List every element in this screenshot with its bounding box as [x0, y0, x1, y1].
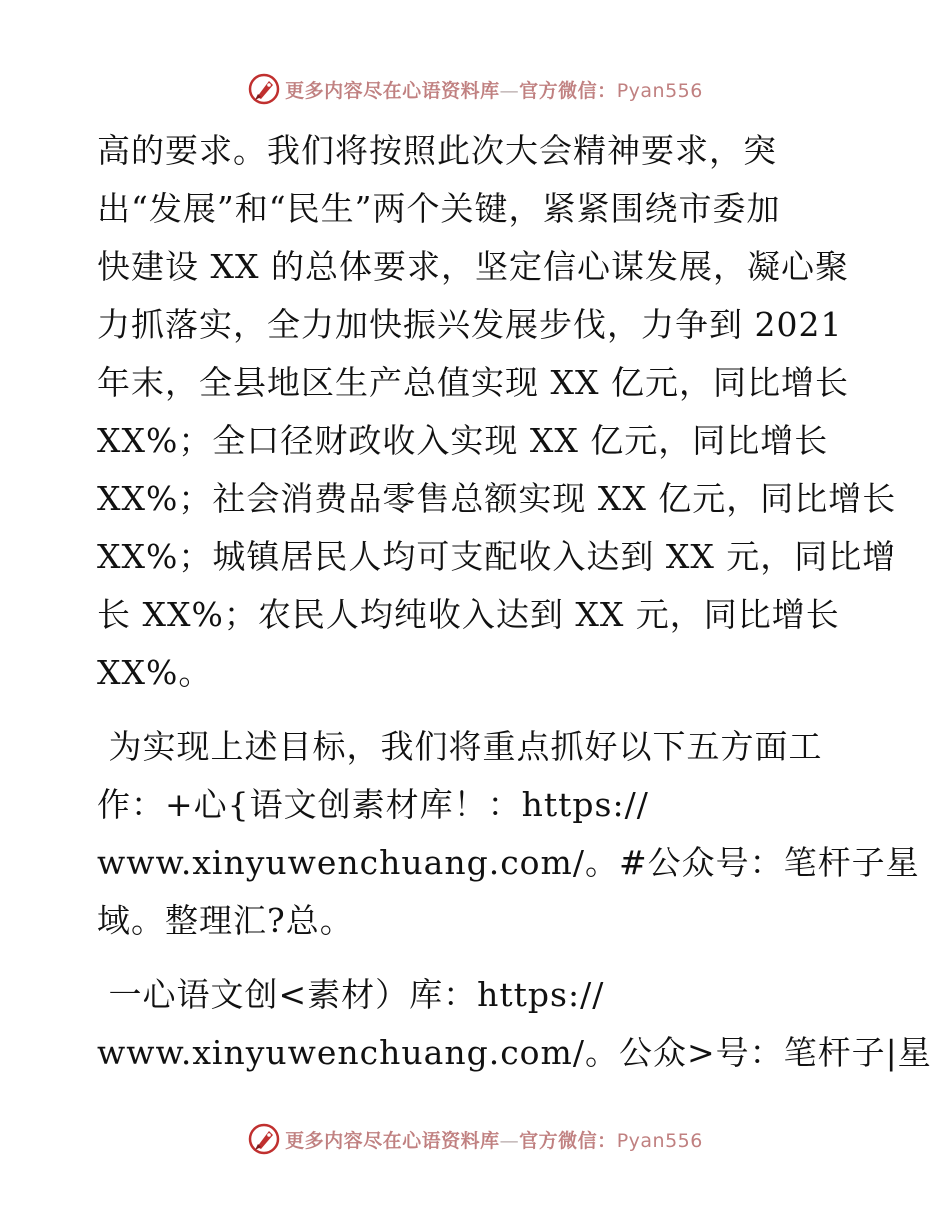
text-line: 一心语文创<素材）库：https:// — [97, 975, 605, 1014]
text-line: 出“发展”和“民生”两个关键，紧紧围绕市委加 — [97, 189, 781, 228]
text-line: 快建设 XX 的总体要求，坚定信心谋发展，凝心聚 — [97, 247, 849, 286]
pen-nib-logo-icon — [247, 1122, 281, 1156]
footer-banner-title: 更多内容尽在心语资料库 — [285, 1129, 500, 1152]
text-line: XX%；城镇居民人均可支配收入达到 XX 元，同比增 — [97, 537, 897, 576]
header-banner-title: 更多内容尽在心语资料库 — [285, 79, 500, 102]
text-line: 长 XX%；农民人均纯收入达到 XX 元，同比增长 — [97, 595, 840, 634]
text-line: www.xinyuwenchuang.com/。公众>号：笔杆子|星 — [97, 1033, 932, 1072]
header-banner-separator: — — [499, 79, 520, 102]
footer-banner — [0, 1122, 950, 1156]
footer-banner-text — [285, 1126, 703, 1153]
text-line: 力抓落实，全力加快振兴发展步伐，力争到 2021 — [97, 305, 843, 344]
footer-banner-wechat-label: 官方微信： — [519, 1129, 617, 1152]
paragraph-five-tasks — [97, 718, 920, 950]
footer-banner-wechat-id: Pyan556 — [616, 1129, 703, 1152]
text-line: 作：+心{语文创素材库！：https:// — [97, 785, 649, 824]
text-line: 为实现上述目标，我们将重点抓好以下五方面工 — [97, 727, 823, 766]
paragraph-targets — [97, 122, 897, 702]
text-line: 年末，全县地区生产总值实现 XX 亿元，同比增长 — [97, 363, 849, 402]
paragraph-source-note — [97, 966, 932, 1082]
document-body — [97, 122, 932, 1082]
header-banner — [0, 72, 950, 106]
footer-banner-separator: — — [499, 1129, 520, 1152]
text-line: XX%；社会消费品零售总额实现 XX 亿元，同比增长 — [97, 479, 897, 518]
text-line: 域。整理汇?总。 — [97, 901, 354, 940]
pen-nib-logo-icon — [247, 72, 281, 106]
header-banner-wechat-label: 官方微信： — [519, 79, 617, 102]
header-banner-wechat-id: Pyan556 — [616, 79, 703, 102]
header-banner-text — [285, 76, 703, 103]
text-line: 高的要求。我们将按照此次大会精神要求，突 — [97, 131, 777, 170]
text-line: www.xinyuwenchuang.com/。#公众号：笔杆子星 — [97, 843, 920, 882]
text-line: XX%；全口径财政收入实现 XX 亿元，同比增长 — [97, 421, 829, 460]
text-line: XX%。 — [97, 653, 213, 692]
